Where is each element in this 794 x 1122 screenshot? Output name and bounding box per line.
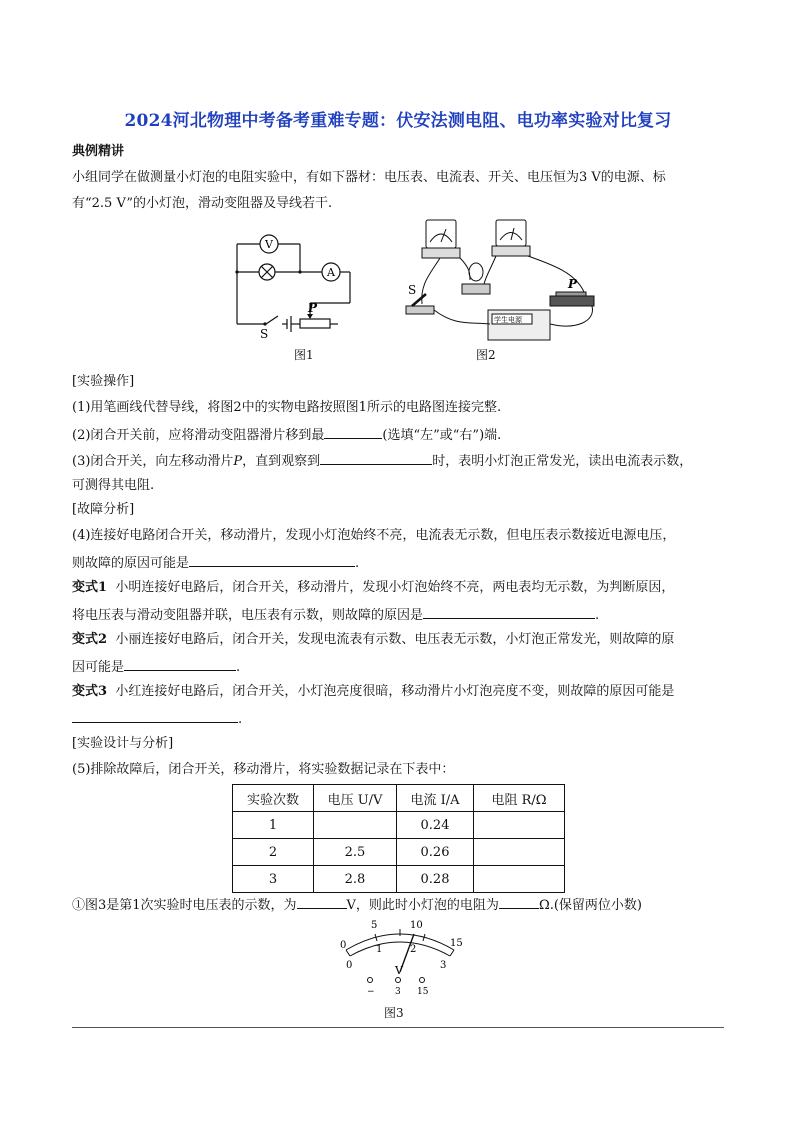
intro-line-1: 小组同学在做测量小灯泡的电阻实验中，有如下器材：电压表、电流表、开关、电压恒为3 V的电源、标 — [72, 170, 666, 185]
intro-line-2: 有“2.5 V”的小灯泡，滑动变阻器及导线若干. — [72, 196, 333, 211]
table-cell: 2.8 — [314, 866, 397, 893]
terminal-neg: − — [367, 987, 375, 997]
section-design: [实验设计与分析] — [72, 736, 174, 751]
table-header-row — [233, 785, 565, 812]
table-cell[interactable] — [474, 866, 565, 893]
figure-2-apparatus — [400, 214, 600, 346]
outer-scale-10: 10 — [410, 920, 423, 931]
table-cell[interactable] — [474, 839, 565, 866]
fig1-switch-label: S — [260, 327, 269, 340]
terminal-15: 15 — [417, 987, 429, 997]
fig1-voltmeter-label: V — [265, 238, 273, 251]
inner-scale-2: 2 — [410, 944, 417, 955]
table-header: 电阻 R/Ω — [474, 785, 565, 812]
answer-blank-v3[interactable] — [72, 710, 238, 723]
data-table — [232, 784, 565, 893]
fig2-switch-label: S — [408, 283, 417, 297]
table-cell[interactable] — [474, 812, 565, 839]
table-cell: 0.24 — [397, 812, 474, 839]
fig1-ammeter-label: A — [327, 266, 335, 279]
table-cell[interactable] — [314, 812, 397, 839]
question-2: (2)闭合开关前，应将滑动变阻器滑片移到最 (选填“左”或“右”)端. — [72, 428, 502, 443]
table-cell: 3 — [233, 866, 314, 893]
variant-1: 变式1 小明连接好电路后，闭合开关，移动滑片，发现小灯泡始终不亮，两电表均无示数，为判断原因， — [72, 580, 675, 595]
table-header: 电压 U/V — [314, 785, 397, 812]
outer-scale-15: 15 — [450, 938, 463, 949]
answer-blank-5-1b[interactable] — [499, 896, 539, 909]
section-fault: [故障分析] — [72, 502, 135, 517]
table-row — [233, 839, 565, 866]
variant-1-cont: 将电压表与滑动变阻器并联，电压表有示数，则故障的原因是 . — [72, 608, 600, 623]
figure-1-circuit — [232, 228, 362, 340]
answer-blank-3[interactable] — [320, 452, 432, 465]
question-4-cont: 则故障的原因可能是 . — [72, 556, 360, 571]
table-header: 电流 I/A — [397, 785, 474, 812]
fig2-battery-label: 学生电源 — [494, 316, 522, 324]
bottom-divider — [72, 1027, 724, 1028]
answer-blank-4[interactable] — [189, 554, 355, 567]
question-5: (5)排除故障后，闭合开关，移动滑片，将实验数据记录在下表中： — [72, 762, 455, 777]
meter-unit: V — [395, 964, 403, 977]
variant-2-cont: 因可能是 . — [72, 660, 241, 675]
fig2-slider-label: P — [568, 277, 578, 291]
figure-3-caption: 图3 — [384, 1006, 404, 1020]
terminal-3: 3 — [395, 987, 401, 997]
fig1-slider-label: P — [308, 301, 318, 315]
table-row — [233, 812, 565, 839]
question-3-cont: 可测得其电阻. — [72, 478, 155, 493]
variant-2: 变式2 小丽连接好电路后，闭合开关，发现电流表有示数、电压表无示数，小灯泡正常发光，则故障的原 — [72, 632, 675, 647]
inner-scale-0: 0 — [346, 960, 353, 971]
figure-2-caption: 图2 — [476, 348, 496, 362]
table-cell: 1 — [233, 812, 314, 839]
answer-blank-2[interactable] — [324, 426, 382, 439]
outer-scale-0: 0 — [340, 940, 347, 951]
section-operation: [实验操作] — [72, 374, 135, 389]
outer-scale-5: 5 — [371, 920, 378, 931]
inner-scale-1: 1 — [376, 944, 383, 955]
question-5-1: ①图3是第1次实验时电压表的示数，为 V，则此时小灯泡的电阻为 Ω.(保留两位小数) — [72, 898, 642, 913]
table-header: 实验次数 — [233, 785, 314, 812]
table-cell: 0.26 — [397, 839, 474, 866]
variant-3: 变式3 小红连接好电路后，闭合开关，小灯泡亮度很暗，移动滑片小灯泡亮度不变，则故障的原因可能是 — [72, 684, 675, 699]
table-cell: 2.5 — [314, 839, 397, 866]
question-4: (4)连接好电路闭合开关，移动滑片，发现小灯泡始终不亮，电流表无示数，但电压表示数接近电源电压， — [72, 528, 676, 543]
section-example: 典例精讲 — [72, 144, 125, 159]
question-1: (1)用笔画线代替导线，将图2中的实物电路按照图1所示的电路图连接完整. — [72, 400, 502, 415]
answer-blank-5-1a[interactable] — [297, 896, 347, 909]
answer-blank-v1[interactable] — [423, 606, 595, 619]
answer-blank-v2[interactable] — [124, 658, 236, 671]
table-cell: 0.28 — [397, 866, 474, 893]
figure-3-voltmeter — [330, 914, 470, 1000]
figure-1-caption: 图1 — [294, 348, 314, 362]
inner-scale-3: 3 — [440, 960, 447, 971]
table-row — [233, 866, 565, 893]
table-cell: 2 — [233, 839, 314, 866]
page-title: 2024河北物理中考备考重难专题：伏安法测电阻、电功率实验对比复习 — [124, 111, 672, 131]
question-3: (3)闭合开关，向左移动滑片P，直到观察到 时，表明小灯泡正常发光，读出电流表示数， — [72, 454, 693, 469]
variant-3-cont: . — [72, 710, 242, 728]
